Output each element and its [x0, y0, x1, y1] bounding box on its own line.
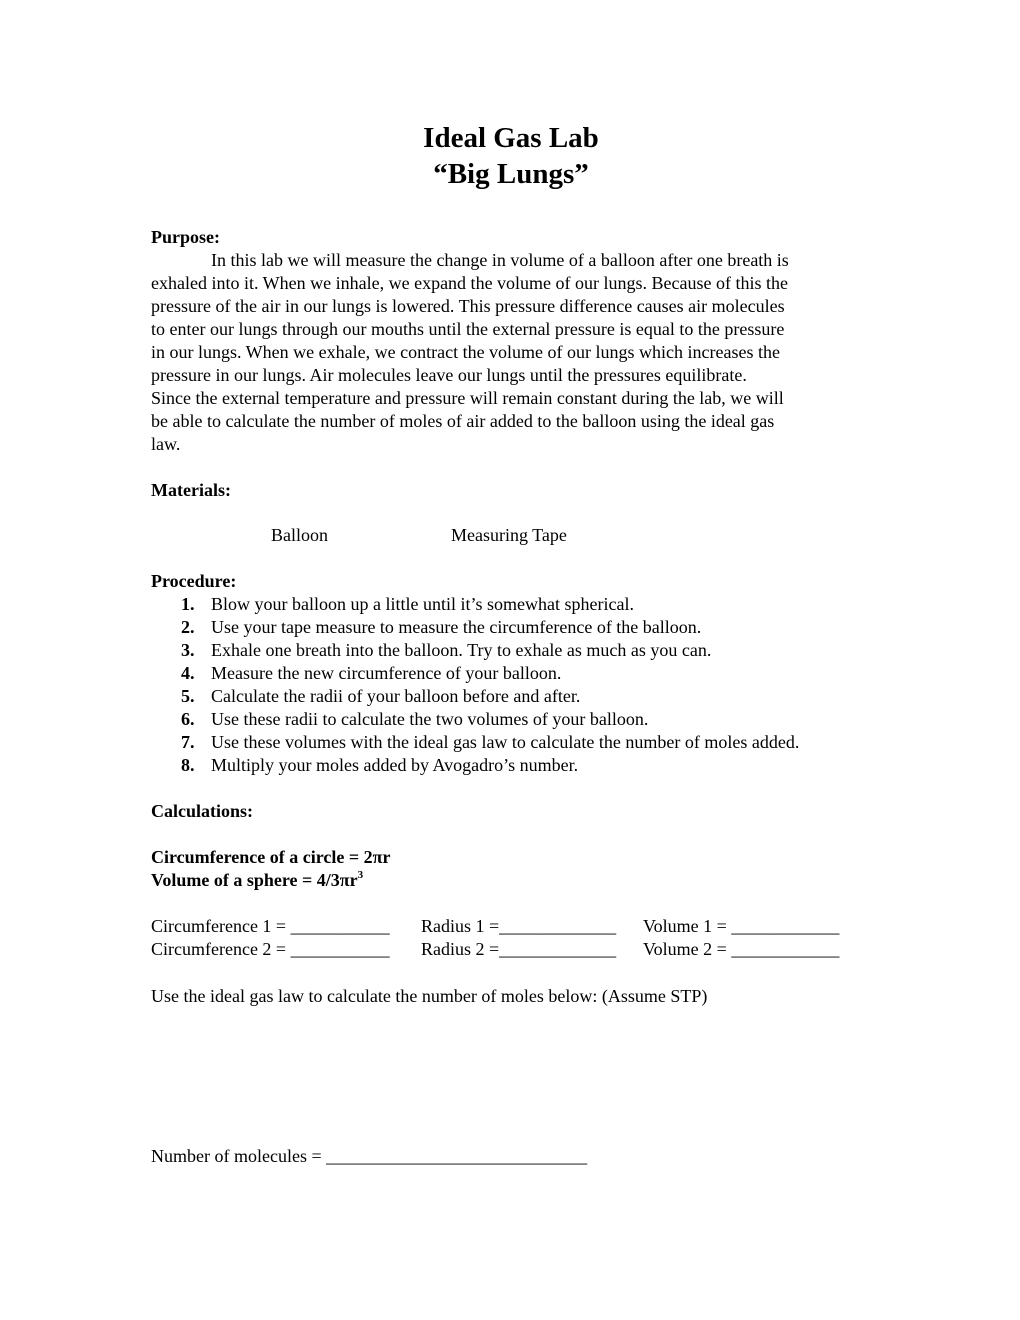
purpose-paragraph	[151, 249, 871, 456]
purpose-line: In this lab we will measure the change in volume of a balloon after one breath is	[211, 250, 789, 270]
purpose-heading: Purpose:	[151, 227, 220, 247]
measurement-row	[151, 915, 891, 938]
molecules-answer-blank[interactable]: Number of molecules = _____________________________	[151, 1146, 588, 1166]
purpose-line: pressure in our lungs. Air molecules leave our lungs until the pressures equilibrate.	[151, 365, 747, 385]
purpose-line: pressure of the air in our lungs is lowered. This pressure difference causes air molecules	[151, 296, 785, 316]
material-item: Measuring Tape	[451, 525, 567, 545]
purpose-line: be able to calculate the number of moles of air added to the balloon using the ideal gas	[151, 411, 775, 431]
procedure-heading: Procedure:	[151, 571, 237, 591]
materials-list	[151, 524, 871, 547]
page-subtitle: “Big Lungs”	[433, 158, 589, 190]
material-item: Balloon	[271, 525, 328, 545]
purpose-line: in our lungs. When we exhale, we contract the volume of our lungs which increases the	[151, 342, 780, 362]
title-block	[151, 120, 871, 192]
volume-formula: Volume of a sphere = $4/3\pi r^3$	[151, 869, 364, 890]
procedure-list	[151, 593, 891, 777]
circumference-1-blank[interactable]: Circumference 1 = ___________	[151, 916, 390, 936]
measurement-row	[151, 938, 891, 961]
volume-1-blank[interactable]: Volume 1 = ____________	[643, 916, 840, 936]
purpose-line: law.	[151, 434, 181, 454]
purpose-line: Since the external temperature and pressure will remain constant during the lab, we will	[151, 388, 784, 408]
page-title: Ideal Gas Lab	[423, 122, 599, 154]
circumference-2-blank[interactable]: Circumference 2 = ___________	[151, 939, 390, 959]
procedure-step: 1. Blow your balloon up a little until it’s somewhat spherical.	[181, 594, 634, 614]
radius-1-blank[interactable]: Radius 1 =_____________	[421, 916, 617, 936]
procedure-step: 4. Measure the new circumference of your balloon.	[181, 663, 562, 683]
circumference-formula: Circumference of a circle = 2πr	[151, 847, 391, 867]
procedure-step: 8. Multiply your moles added by Avogadro’s number.	[181, 755, 579, 775]
calculations-heading: Calculations:	[151, 801, 254, 821]
purpose-line: to enter our lungs through our mouths until the external pressure is equal to the pressure	[151, 319, 785, 339]
procedure-step: 6. Use these radii to calculate the two volumes of your balloon.	[181, 709, 649, 729]
materials-heading: Materials:	[151, 480, 231, 500]
procedure-step: 7. Use these volumes with the ideal gas law to calculate the number of moles added.	[181, 732, 800, 752]
radius-2-blank[interactable]: Radius 2 =_____________	[421, 939, 617, 959]
procedure-step: 5. Calculate the radii of your balloon before and after.	[181, 686, 581, 706]
ideal-gas-instruction: Use the ideal gas law to calculate the number of moles below: (Assume STP)	[151, 986, 708, 1006]
volume-2-blank[interactable]: Volume 2 = ____________	[643, 939, 840, 959]
procedure-step: 2. Use your tape measure to measure the circumference of the balloon.	[181, 617, 702, 637]
purpose-line: exhaled into it. When we inhale, we expand the volume of our lungs. Because of this the	[151, 273, 788, 293]
exponent: 3	[357, 869, 364, 881]
procedure-step: 3. Exhale one breath into the balloon. Try to exhale as much as you can.	[181, 640, 712, 660]
